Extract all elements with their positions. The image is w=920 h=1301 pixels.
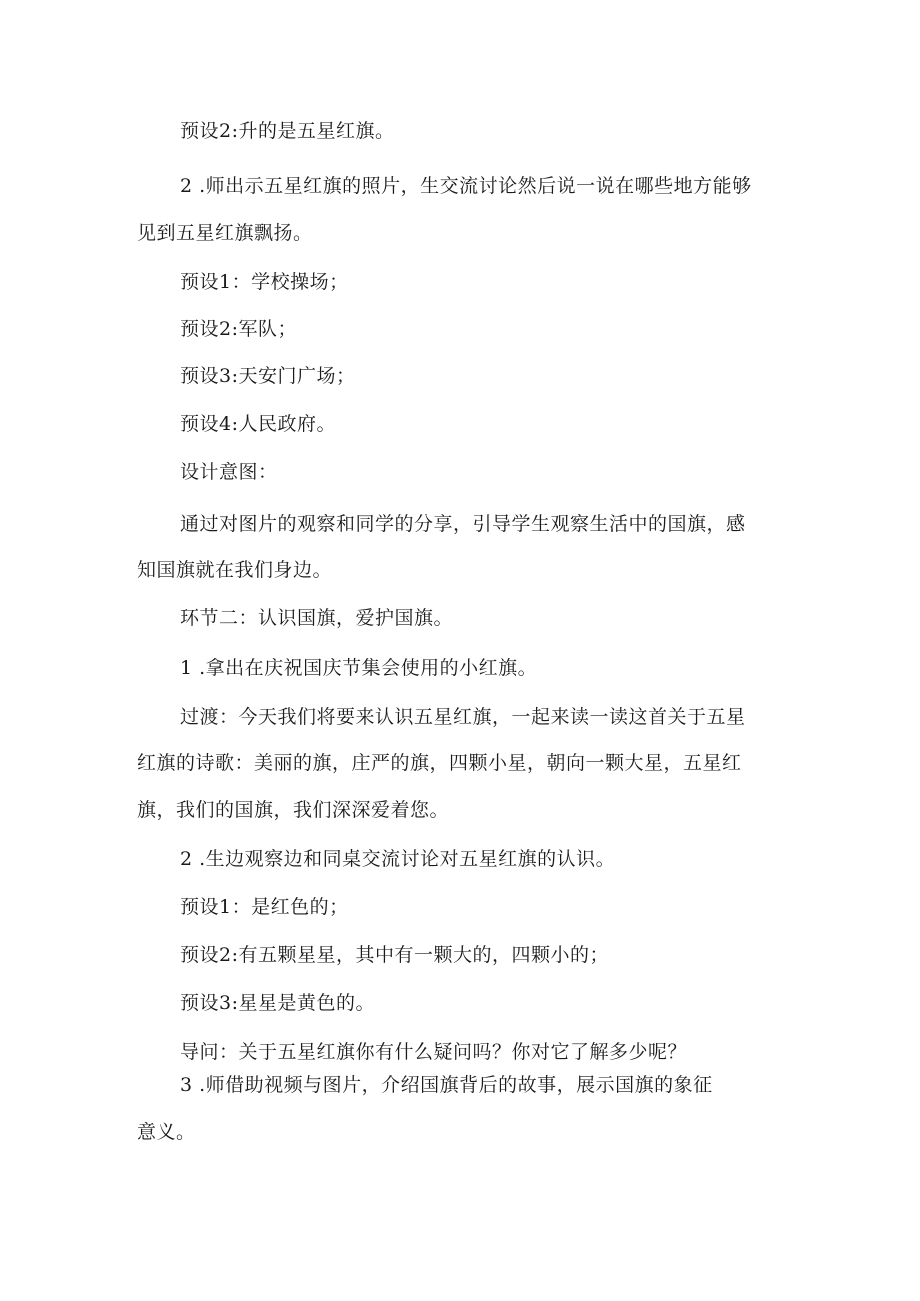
transition-continuation-2: 旗，我们的国旗，我们深深爱着您。 xyxy=(137,799,450,821)
transition-continuation-1: 红旗的诗歌：美丽的旗，庄严的旗，四颗小星，朝向一颗大星，五星红 xyxy=(137,752,742,774)
step-2-continuation: 见到五星红旗飘扬。 xyxy=(137,222,313,244)
step-3-line: 3 .师借助视频与图片，介绍国旗背后的故事，展示国旗的象征 xyxy=(180,1074,713,1096)
step-2-observe-line: 2 .生边观察边和同桌交流讨论对五星红旗的认识。 xyxy=(180,848,616,870)
guiding-question-line: 导问：关于五星红旗你有什么疑问吗？你对它了解多少呢？ xyxy=(180,1041,688,1063)
preset-1-red-line: 预设1：是红色的； xyxy=(180,896,349,918)
step-2-line: 2 .师出示五星红旗的照片，生交流讨论然后说一说在哪些地方能够 xyxy=(180,175,752,197)
design-intent-continuation: 知国旗就在我们身边。 xyxy=(137,559,333,581)
preset-4-line: 预设4:人民政府。 xyxy=(180,413,336,435)
preset-2-army-line: 预设2:军队； xyxy=(180,318,297,340)
preset-1-line: 预设1：学校操场； xyxy=(180,271,349,293)
step-1-line: 1 .拿出在庆祝国庆节集会使用的小红旗。 xyxy=(180,657,538,679)
design-intent-text: 通过对图片的观察和同学的分享，引导学生观察生活中的国旗，感 xyxy=(180,513,746,535)
design-intent-heading: 设计意图： xyxy=(180,461,278,483)
section-2-heading: 环节二：认识国旗，爱护国旗。 xyxy=(180,607,454,629)
preset-2-line: 预设2:升的是五星红旗。 xyxy=(180,120,395,142)
preset-3-yellow-line: 预设3:星星是黄色的。 xyxy=(180,992,375,1014)
transition-line: 过渡：今天我们将要来认识五星红旗，一起来读一读这首关于五星 xyxy=(180,706,746,728)
preset-3-line: 预设3:天安门广场； xyxy=(180,365,356,387)
step-3-continuation: 意义。 xyxy=(137,1121,196,1143)
preset-2-stars-line: 预设2:有五颗星星，其中有一颗大的，四颗小的； xyxy=(180,944,609,966)
